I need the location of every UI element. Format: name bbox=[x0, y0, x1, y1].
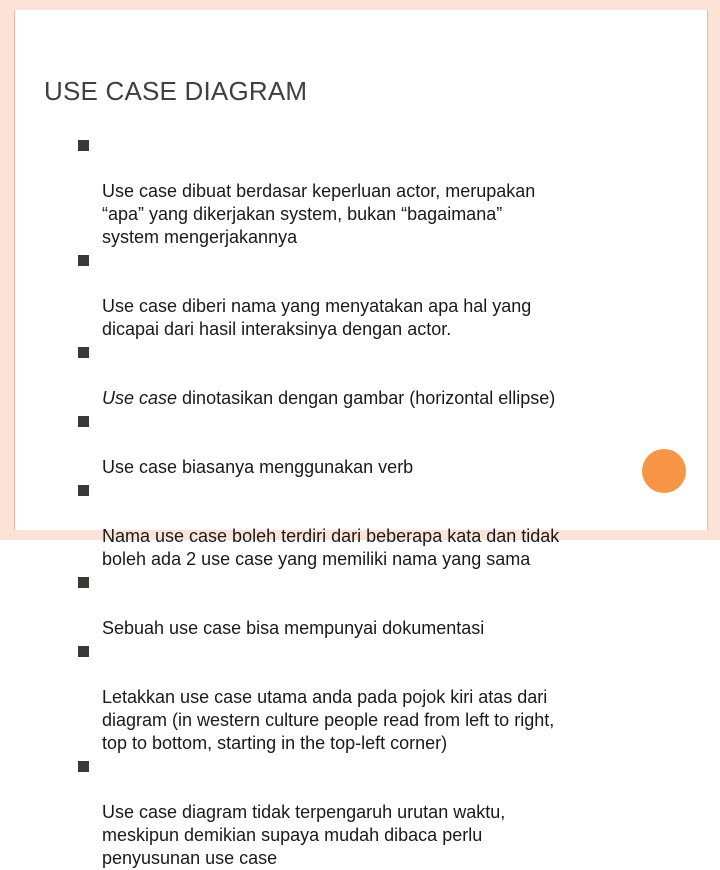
bullet-italic-term: Use case bbox=[102, 388, 178, 408]
bullet-list bbox=[78, 134, 718, 870]
bullet-item bbox=[78, 640, 718, 755]
slide-title: USE CASE DIAGRAM bbox=[44, 76, 308, 106]
square-bullet-icon bbox=[78, 761, 89, 772]
bullet-text: Use case diberi nama yang menyatakan apa hal yang dicapai dari hasil interaksinya dengan actor. bbox=[102, 296, 532, 339]
bullet-item bbox=[78, 755, 718, 870]
square-bullet-icon bbox=[78, 416, 89, 427]
bullet-text: Use case dibuat berdasar keperluan actor, merupakan “apa” yang dikerjakan system, bukan “bagaimana” system mengerjakannya bbox=[102, 181, 536, 247]
bullet-item bbox=[78, 410, 718, 479]
square-bullet-icon bbox=[78, 255, 89, 266]
orange-circle-decoration bbox=[642, 449, 686, 493]
bullet-item bbox=[78, 134, 718, 249]
frame-left-border bbox=[0, 0, 14, 540]
bullet-item bbox=[78, 479, 718, 571]
bullet-item bbox=[78, 571, 718, 640]
bullet-text-rest: dinotasikan dengan gambar (horizontal ellipse) bbox=[177, 388, 556, 408]
frame-top-border bbox=[0, 0, 720, 10]
bullet-text: Use case biasanya menggunakan verb bbox=[102, 457, 414, 477]
bullet-text bbox=[102, 388, 555, 408]
square-bullet-icon bbox=[78, 347, 89, 358]
bullet-text: Use case diagram tidak terpengaruh urutan waktu, meskipun demikian supaya mudah dibaca perlu penyusunan use case bbox=[102, 802, 506, 868]
square-bullet-icon bbox=[78, 140, 89, 151]
square-bullet-icon bbox=[78, 485, 89, 496]
bullet-text: Letakkan use case utama anda pada pojok kiri atas dari diagram (in western culture people read from left to right, top to bottom, starting in the top-left corner) bbox=[102, 687, 555, 753]
bullet-item bbox=[78, 341, 718, 410]
square-bullet-icon bbox=[78, 646, 89, 657]
bullet-text: Nama use case boleh terdiri dari beberapa kata dan tidak boleh ada 2 use case yang memiliki nama yang sama bbox=[102, 526, 560, 569]
bullet-text: Sebuah use case bisa mempunyai dokumentasi bbox=[102, 618, 485, 638]
square-bullet-icon bbox=[78, 577, 89, 588]
bullet-item bbox=[78, 249, 718, 341]
